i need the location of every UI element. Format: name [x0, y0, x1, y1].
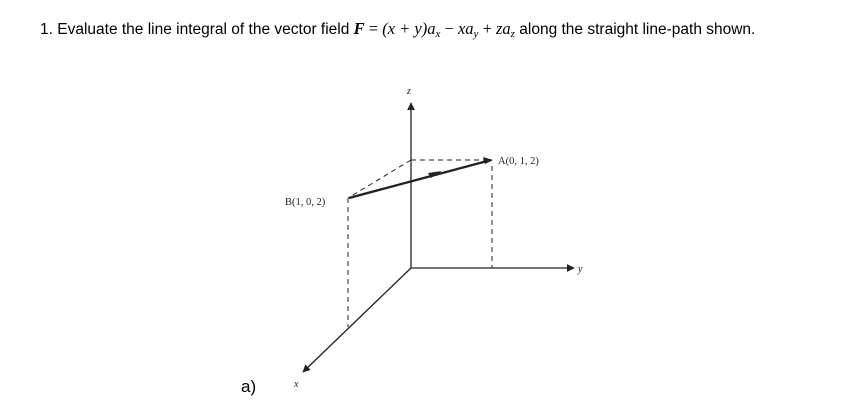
question-outro: along the straight line-path shown.: [519, 21, 756, 38]
point-b-label: B(1, 0, 2): [285, 197, 326, 208]
question-intro: Evaluate the line integral of the vector field: [57, 21, 350, 38]
part-label: a): [241, 377, 257, 396]
line-path-b-to-a: [349, 160, 491, 198]
vector-field-expression: $F = (x + y)a_x - xa_y + za_z$: [353, 19, 515, 40]
y-axis-label: y: [578, 264, 583, 275]
x-axis: [303, 268, 411, 372]
question-number: 1.: [40, 21, 53, 38]
x-axis-label: x: [294, 379, 299, 390]
point-a-label: A(0, 1, 2): [498, 156, 539, 167]
z-axis-label: z: [407, 86, 411, 97]
dashed-line-top-b: [348, 160, 411, 198]
field-symbol: F: [353, 19, 365, 38]
